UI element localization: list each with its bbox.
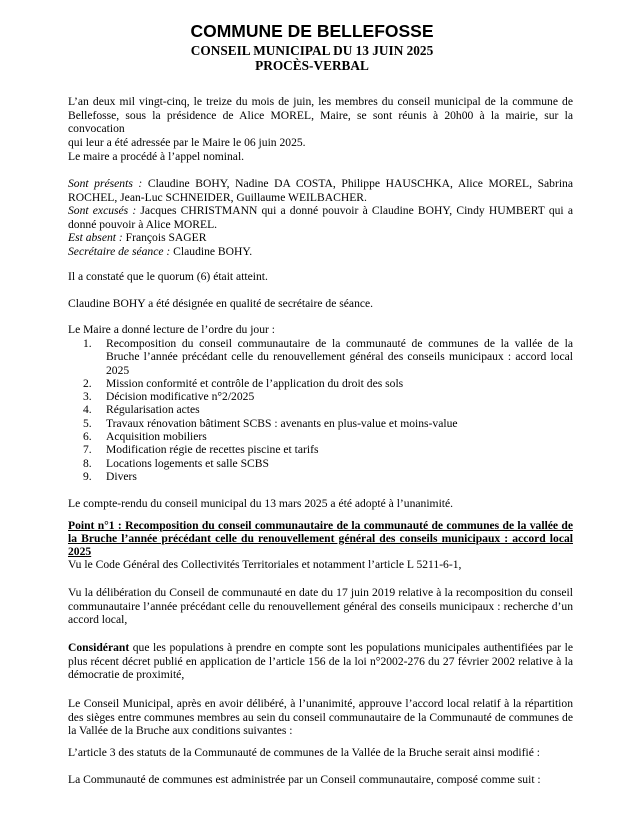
agenda-item-text: Acquisition mobiliers <box>106 430 207 444</box>
agenda-item-text: Modification régie de recettes piscine et tarifs <box>106 443 319 457</box>
agenda-list <box>68 337 573 483</box>
composition-paragraph: La Communauté de communes est administrée par un Conseil communautaire, composé comme suit : <box>68 773 541 786</box>
council-date-title: CONSEIL MUNICIPAL DU 13 JUIN 2025 <box>190 43 434 58</box>
roll-call-paragraph: Le maire a procédé à l’appel nominal. <box>68 150 245 163</box>
agenda-item-number: 3. <box>83 390 92 404</box>
council-decision-line: la Vallée de la Bruche aux conditions suivantes : <box>68 724 293 737</box>
agenda-item <box>68 430 573 443</box>
excuses-label: Sont excusés : <box>68 204 137 217</box>
agenda-intro: Le Maire a donné lecture de l’ordre du jour : <box>68 323 275 336</box>
council-decision-paragraph <box>68 697 573 738</box>
agenda-item <box>68 470 573 483</box>
secretary-line <box>68 245 573 259</box>
agenda-item <box>68 377 573 390</box>
agenda-item <box>68 390 573 403</box>
vu-deliberation-line: communautaire l’année précédant celle du renouvellement général des conseils municipaux : recherche d’un <box>68 599 573 613</box>
agenda-item-number: 4. <box>83 403 92 417</box>
point-1-heading-line: Point n°1 : Recomposition du conseil communautaire de la communauté de communes de la vallée de <box>68 519 573 532</box>
secretary-name: Claudine BOHY. <box>173 244 253 258</box>
considerant-paragraph <box>68 641 573 682</box>
absent-label: Est absent : <box>68 231 123 244</box>
excuses-names: Jacques CHRISTMANN qui a donné pouvoir à Claudine BOHY, Cindy HUMBERT qui a <box>140 204 573 217</box>
presents-names-cont: ROCHEL, Jean-Luc SCHNEIDER, Guillaume WEILBACHER. <box>68 190 367 204</box>
presents-line <box>68 177 573 191</box>
agenda-item-text: 2025 <box>106 363 130 377</box>
article-3-paragraph: L’article 3 des statuts de la Communauté de communes de la Vallée de la Bruche serait ainsi modifié : <box>68 746 540 759</box>
vu-deliberation-paragraph <box>68 586 573 627</box>
intro-line: L’an deux mil vingt-cinq, le treize du mois de juin, les membres du conseil municipal de la commune de <box>68 95 573 108</box>
council-decision-line: des sièges entre communes membres au sein du conseil communautaire de la Communauté de communes de <box>68 710 573 724</box>
intro-line: qui leur a été adressée par le Maire le 06 juin 2025. <box>68 135 306 149</box>
presents-names: Claudine BOHY, Nadine DA COSTA, Philippe HAUSCHKA, Alice MOREL, Sabrina <box>147 177 573 190</box>
agenda-item-number: 7. <box>83 443 92 457</box>
agenda-item-number: 2. <box>83 376 92 390</box>
vu-code-paragraph: Vu le Code Général des Collectivités Territoriales et notamment l’article L 5211-6-1, <box>68 558 462 571</box>
considerant-text: que les populations à prendre en compte sont les populations municipales authentifiées par le <box>129 641 573 654</box>
agenda-item-text: Mission conformité et contrôle de l’application du droit des sols <box>106 376 404 390</box>
agenda-item-number: 5. <box>83 416 92 430</box>
secretary-label: Secrétaire de séance : <box>68 244 171 258</box>
agenda-item <box>68 417 573 430</box>
point-1-heading-line: la Bruche l’année précédant celle du renouvellement général des conseils municipaux : accord local <box>68 532 573 546</box>
agenda-item <box>68 337 573 377</box>
secretary-designation: Claudine BOHY a été désignée en qualité de secrétaire de séance. <box>68 297 374 310</box>
quorum-paragraph: Il a constaté que le quorum (6) était atteint. <box>68 270 268 283</box>
considerant-line <box>68 641 573 655</box>
excuses-names-cont: donné pouvoir à Alice MOREL. <box>68 217 218 231</box>
vu-deliberation-line: Vu la délibération du Conseil de communauté en date du 17 juin 2019 relative à la recomposition du conseil <box>68 586 573 599</box>
agenda-item-text: Décision modificative n°2/2025 <box>106 390 255 404</box>
excuses-line <box>68 204 573 218</box>
agenda-item-number: 9. <box>83 469 92 483</box>
considerant-keyword: Considérant <box>68 641 130 654</box>
intro-paragraph <box>68 95 573 149</box>
agenda-item-text: Travaux rénovation bâtiment SCBS : avenants en plus-value et moins-value <box>106 416 458 430</box>
agenda-item-number: 1. <box>83 337 92 350</box>
agenda-item-text: Locations logements et salle SCBS <box>106 456 269 470</box>
agenda-item-number: 6. <box>83 430 92 444</box>
absent-name: François SAGER <box>125 231 207 244</box>
agenda-item <box>68 457 573 470</box>
agenda-item-text: Bruche l’année précédant celle du renouvellement général des conseils municipaux : accord local <box>106 350 573 364</box>
intro-line: Bellefosse, sous la présidence de Alice MOREL, Maire, se sont réunis à 20h00 à la mairie, sur la convocation <box>68 108 573 135</box>
agenda-item <box>68 403 573 416</box>
vu-deliberation-line: accord local, <box>68 613 128 626</box>
attendance-block <box>68 177 573 258</box>
considerant-line: démocratie de proximité, <box>68 668 185 681</box>
presents-label: Sont présents : <box>68 177 143 190</box>
agenda-item-text: Divers <box>106 469 137 483</box>
document-type-title: PROCÈS-VERBAL <box>255 58 369 73</box>
agenda-item <box>68 443 573 456</box>
considerant-line: plus récent décret publié en application de l’article 156 de la loi n°2002-276 du 27 février 2002 relative à la <box>68 654 573 668</box>
agenda-item-number: 8. <box>83 456 92 470</box>
agenda-item-text: Régularisation actes <box>106 403 200 417</box>
point-1-heading-line: 2025 <box>68 545 92 559</box>
minutes-adoption: Le compte-rendu du conseil municipal du 13 mars 2025 a été adopté à l’unanimité. <box>68 497 454 510</box>
absent-line <box>68 231 573 245</box>
commune-title: COMMUNE DE BELLEFOSSE <box>190 21 434 41</box>
point-1-heading <box>68 519 573 559</box>
agenda-item-text: Recomposition du conseil communautaire de la communauté de communes de la vallée de la <box>106 337 573 350</box>
council-decision-line: Le Conseil Municipal, après en avoir délibéré, à l’unanimité, approuve l’accord local relatif à la répartition <box>68 697 573 710</box>
